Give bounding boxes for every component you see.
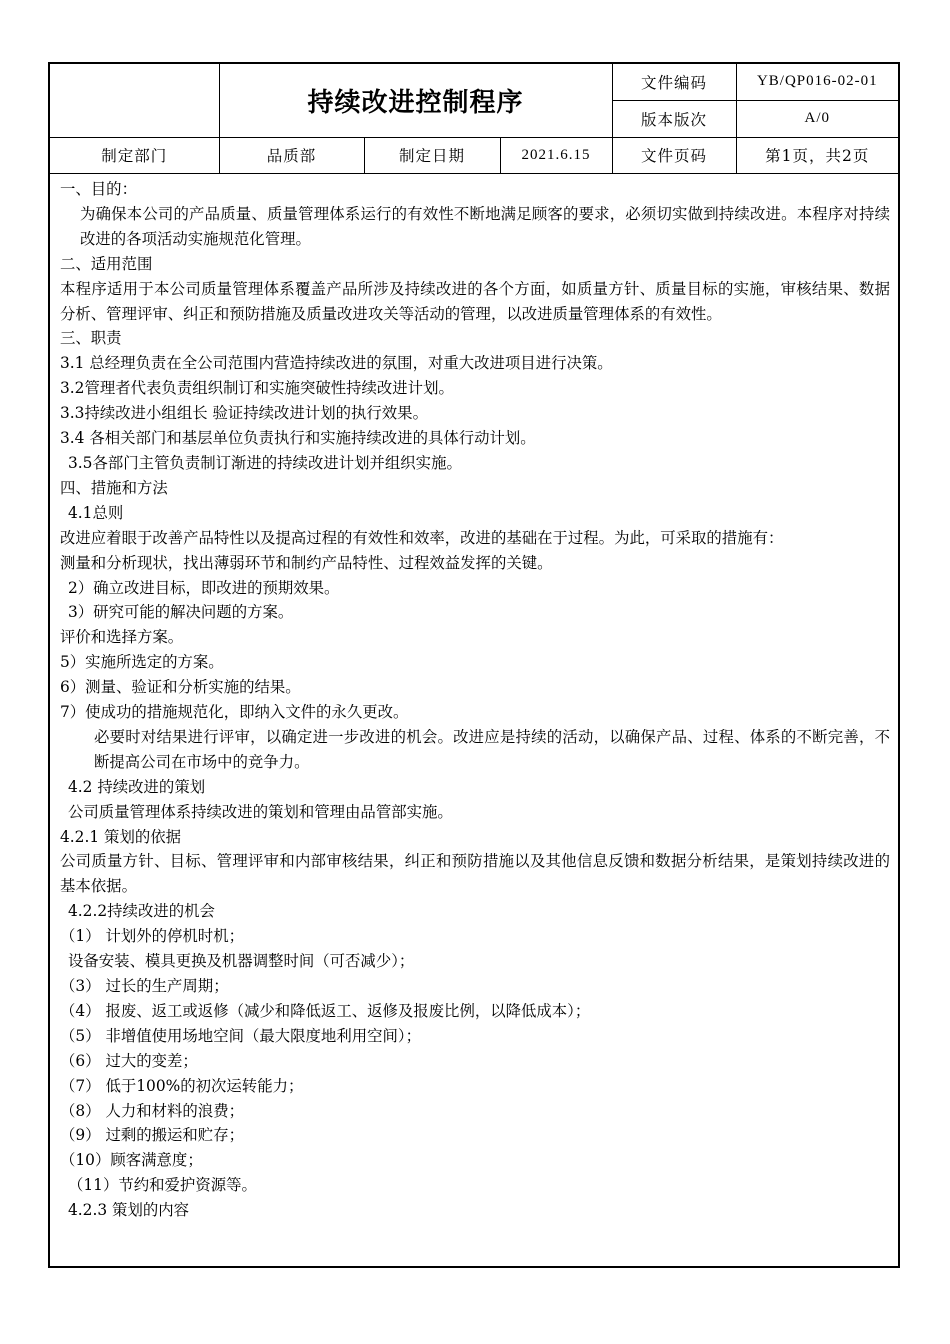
list-item: （7） 低于100%的初次运转能力； [60,1076,304,1095]
subsection-heading: 4.1总则 [68,503,124,522]
doc-no-value: YB/QP016-02-01 [736,64,898,100]
list-item: （8） 人力和材料的浪费； [60,1101,244,1120]
list-item: 5）实施所选定的方案。 [60,653,224,672]
paragraph: 必要时对结果进行评审，以确定进一步改进的机会。改进应是持续的活动，以确保产品、过程、体系的不断完善，不断提高公司在市场中的竞争力。 [94,727,890,771]
list-item: （9） 过剩的搬运和贮存； [60,1126,244,1145]
list-item: （11）节约和爱护资源等。 [68,1176,257,1195]
dept-value: 品质部 [219,137,364,173]
subsection-heading: 4.2.2持续改进的机会 [68,902,215,921]
document-body [60,177,890,1223]
list-item: 3.1 总经理负责在全公司范围内营造持续改进的氛围，对重大改进项目进行决策。 [60,354,613,373]
doc-no-label: 文件编码 [612,64,736,100]
list-item: 评价和选择方案。 [60,628,184,647]
subsection-heading: 4.2.3 策划的内容 [68,1201,190,1220]
page-value: 第1页，共2页 [736,137,898,173]
logo-cell [50,64,219,137]
date-value: 2021.6.15 [500,137,612,173]
paragraph: 公司质量方针、目标、管理评审和内部审核结果，纠正和预防措施以及其他信息反馈和数据分析结果，是策划持续改进的基本依据。 [60,852,890,896]
list-item: （3） 过长的生产周期； [60,977,229,995]
list-item: 3.2管理者代表负责组织制订和实施突破性持续改进计划。 [60,379,454,398]
section-heading: 三、职责 [60,329,122,348]
section-heading: 一、目的： [60,180,137,198]
document-header-table [50,64,898,174]
document-title: 持续改进控制程序 [219,64,612,137]
section-heading: 四、措施和方法 [60,478,168,497]
list-item: 2）确立改进目标，即改进的预期效果。 [68,578,340,597]
version-label: 版本版次 [612,100,736,137]
dept-label: 制定部门 [50,137,219,173]
list-item: 测量和分析现状，找出薄弱环节和制约产品特性、过程效益发挥的关键。 [60,553,553,572]
document-frame [48,62,900,1268]
list-item: 3）研究可能的解决问题的方案。 [68,603,294,622]
date-label: 制定日期 [364,137,500,173]
list-item: 设备安装、模具更换及机器调整时间（可否减少）； [68,952,415,971]
section-heading: 二、适用范围 [60,254,153,273]
page-label: 文件页码 [612,137,736,173]
list-item: （4） 报废、返工或返修（减少和降低返工、返修及报废比例，以降低成本）； [60,1001,591,1020]
subsection-heading: 4.2.1 策划的依据 [60,827,182,846]
paragraph: 本程序适用于本公司质量管理体系覆盖产品所涉及持续改进的各个方面，如质量方针、质量目标的实施，审核结果、数据分析、管理评审、纠正和预防措施及质量改进攻关等活动的管理，以改进质量管理体系的有效性。 [60,279,890,323]
list-item: （10）顾客满意度； [60,1151,203,1170]
paragraph: 公司质量管理体系持续改进的策划和管理由品管部实施。 [68,802,453,821]
list-item: 3.3持续改进小组组长 验证持续改进计划的执行效果。 [60,404,428,423]
version-value: A/0 [736,100,898,137]
list-item: 3.4 各相关部门和基层单位负责执行和实施持续改进的具体行动计划。 [60,429,536,448]
subsection-heading: 4.2 持续改进的策划 [68,777,206,796]
list-item: （5） 非增值使用场地空间（最大限度地利用空间）； [60,1026,421,1045]
paragraph: 改进应着眼于改善产品特性以及提高过程的有效性和效率，改进的基础在于过程。为此，可采取的措施有： [60,528,784,547]
list-item: 7）使成功的措施规范化，即纳入文件的永久更改。 [60,703,409,722]
list-item: （6） 过大的变差； [60,1051,198,1070]
paragraph: 为确保本公司的产品质量、质量管理体系运行的有效性不断地满足顾客的要求，必须切实做到持续改进。本程序对持续改进的各项活动实施规范化管理。 [80,204,890,248]
list-item: （1） 计划外的停机时机； [60,927,244,946]
list-item: 3.5各部门主管负责制订渐进的持续改进计划并组织实施。 [68,453,462,472]
list-item: 6）测量、验证和分析实施的结果。 [60,678,301,697]
